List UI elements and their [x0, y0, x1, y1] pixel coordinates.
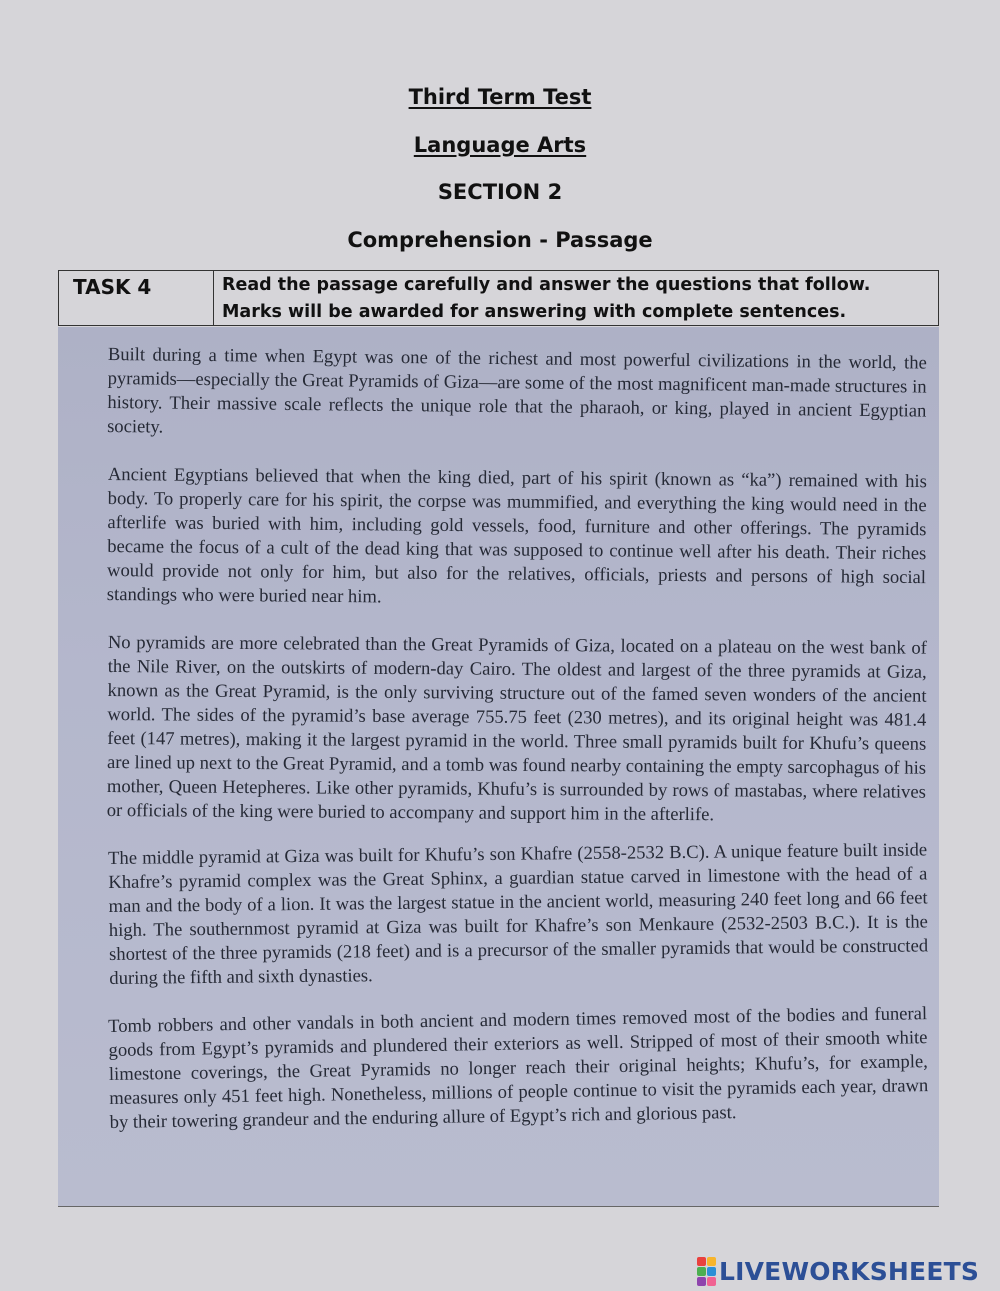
section-subtitle: Comprehension - Passage: [347, 227, 653, 252]
passage-paragraph: Ancient Egyptians believed that when the king died, part of his spirit (known as “ka”) remained with his body. To properly care for his spirit, the corpse was mummified, and everything the king would need in the afterlife was buried with him, including gold vessels, food, furniture and other offerings. The pyramids became the focus of a cult of the dead king that was supposed to continue well after his death. Their riches would provide not only for him, but also for the relatives, officials, priests and persons of high social standings who were buried near him.: [106, 463, 927, 608]
passage-paragraph: The middle pyramid at Giza was built for Khufu’s son Khafre (2558-2532 B.C). A unique feature built inside Khafre’s pyramid complex was the Great Sphinx, a guardian statue carved in limestone with the head of a man and the body of a lion. It was the largest statue in the ancient world, measuring 240 feet long and 66 feet high. The southernmost pyramid at Giza was built for Khafre’s son Menkaure (2532-2503 B.C.). It is the shortest of the three pyramids (218 feet) and is a precursor of the smaller pyramids that would be constructed during the fifth and sixth dynasties.: [108, 839, 929, 989]
task-table: [58, 270, 939, 326]
passage-image: [58, 327, 939, 1207]
passage-paragraph: Built during a time when Egypt was one of the richest and most powerful civilizations in the world, the pyramids—especially the Great Pyramids of Giza—are some of the most magnificent man-made structures in history. Their massive scale reflects the unique role that the pharaoh, or king, played in ancient Egyptian society.: [107, 343, 927, 438]
document-header: [0, 80, 1000, 270]
subject-title: Language Arts: [413, 132, 587, 157]
task-instructions: Read the passage carefully and answer the questions that follow. Marks will be awarded for answering with complete sentences.: [222, 275, 871, 322]
test-title: Third Term Test: [408, 85, 592, 109]
liveworksheets-logo: [697, 1256, 979, 1286]
passage-paragraph: Tomb robbers and other vandals in both ancient and modern times removed most of the bodies and funeral goods from Egypt’s pyramids and plundered their exteriors as well. Stripped of most of their smooth white limestone coverings, the Great Pyramids no longer reach their original heights; Khufu’s, for example, measures only 451 feet high. Nonetheless, millions of people continue to visit the pyramids each year, drawn by their towering grandeur and the enduring allure of Egypt’s rich and glorious past.: [108, 1003, 929, 1133]
passage-paragraph: No pyramids are more celebrated than the Great Pyramids of Giza, located on a plateau on the west bank of the Nile River, on the outskirts of modern-day Cairo. The oldest and largest of the three pyramids at Giza, known as the Great Pyramid, is the only surviving structure out of the famed seven wonders of the ancient world. The sides of the pyramid’s base average 755.75 feet (230 metres), and its original height was 481.4 feet (147 metres), making it the largest pyramid in the world. Three small pyramids built for Khufu’s queens are lined up next to the Great Pyramid, and a tomb was found nearby containing the empty sarcophagus of his mother, Queen Hetepheres. Like other pyramids, Khufu’s is surrounded by rows of mastabas, where relatives or officials of the king were buried to accompany and support him in the afterlife.: [106, 632, 927, 826]
task-label: TASK 4: [59, 271, 214, 325]
section-title: SECTION 2: [437, 180, 563, 204]
liveworksheets-logo-icon: [697, 1257, 716, 1286]
brand-name: LIVEWORKSHEETS: [719, 1256, 980, 1286]
